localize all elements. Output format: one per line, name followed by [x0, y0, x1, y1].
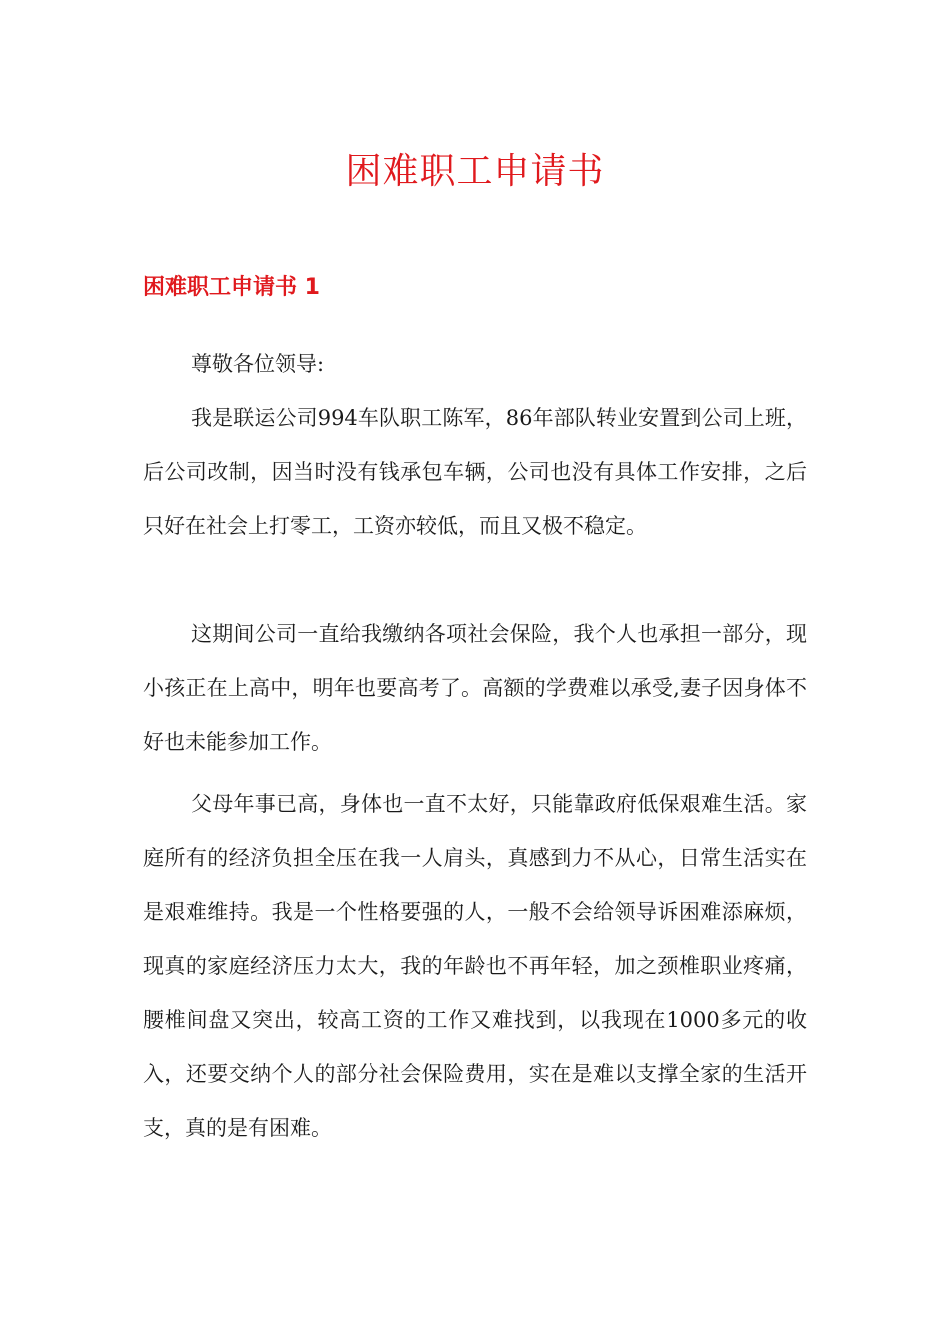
salutation: 尊敬各位领导: [191, 352, 325, 376]
paragraph-3: 父母年事已高，身体也一直不太好，只能靠政府低保艰难生活。家庭所有的经济负担全压在我一人肩头，真感到力不从心，日常生活实在是艰难维持。我是一个性格要强的人，一般不会给领导诉困难添麻烦，现真的家庭经济压力太大，我的年龄也不再年轻，加之颈椎职业疼痛，腰椎间盘又突出，较高工资的工作又难找到，以我现在1000多元的收入，还要交纳个人的部分社会保险费用，实在是难以支撑全家的生活开支，真的是有困难。 [143, 792, 807, 1140]
page-title: 困难职工申请书 [345, 151, 605, 192]
paragraph-2: 这期间公司一直给我缴纳各项社会保险，我个人也承担一部分，现小孩正在上高中，明年也要高考了。高额的学费难以承受,妻子因身体不好也未能参加工作。 [143, 622, 807, 754]
section-heading: 困难职工申请书 1 [143, 275, 320, 300]
paragraph-1: 我是联运公司994车队职工陈军，86年部队转业安置到公司上班，后公司改制，因当时没有钱承包车辆，公司也没有具体工作安排，之后只好在社会上打零工，工资亦较低，而且又极不稳定。 [143, 406, 807, 538]
